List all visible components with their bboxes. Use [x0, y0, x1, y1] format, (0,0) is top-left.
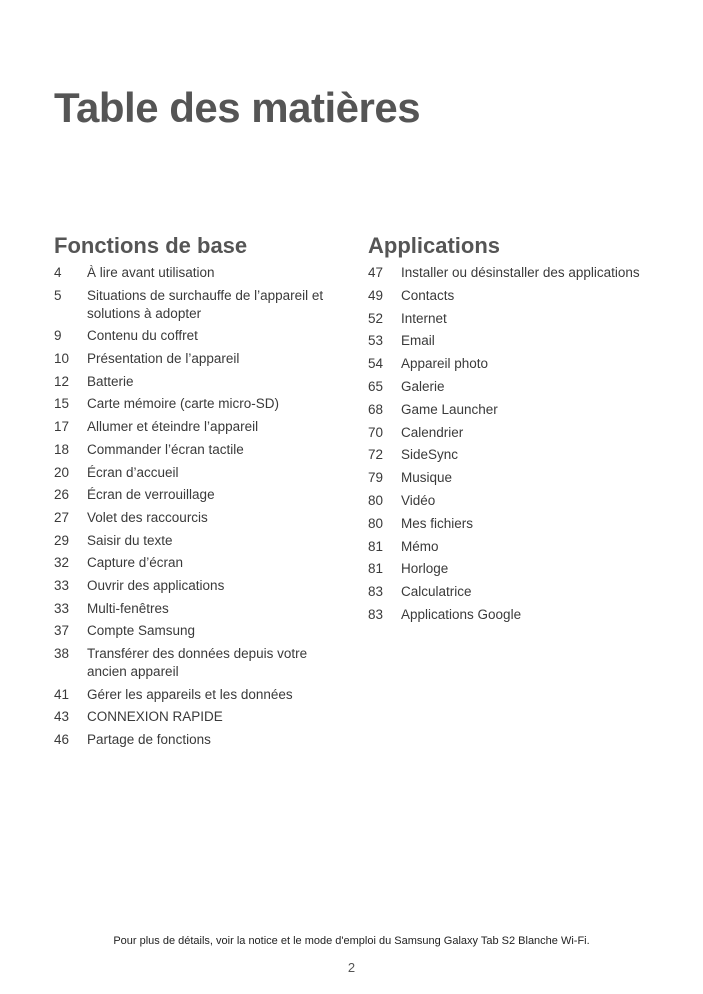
toc-entry[interactable] — [54, 577, 344, 595]
toc-entry[interactable] — [368, 446, 668, 464]
toc-entry-page-number: 43 — [54, 709, 70, 725]
toc-entry-page-number: 17 — [54, 419, 70, 435]
toc-entry-page-number: 47 — [368, 265, 384, 280]
toc-entry-page-number: 80 — [368, 515, 384, 531]
toc-entry[interactable] — [54, 622, 344, 640]
toc-entry-label: Partage de fonctions — [87, 732, 211, 748]
toc-entry[interactable] — [368, 469, 668, 487]
toc-entry[interactable] — [54, 532, 344, 550]
toc-entry-page-number: 83 — [368, 606, 384, 622]
toc-entry-page-number: 68 — [368, 401, 384, 417]
toc-entry-label: Appareil photo — [401, 356, 489, 372]
toc-entry[interactable] — [54, 731, 344, 749]
toc-entry[interactable] — [368, 287, 668, 305]
toc-entry-label: Contenu du coffret — [87, 328, 198, 344]
toc-entry[interactable] — [368, 378, 668, 396]
toc-entry-page-number: 26 — [54, 487, 70, 503]
toc-entry[interactable] — [54, 486, 344, 504]
toc-entry-label: Mes fichiers — [401, 515, 474, 531]
toc-entry[interactable] — [368, 583, 668, 601]
toc-entry[interactable] — [54, 287, 344, 323]
toc-entry-label: CONNEXION RAPIDE — [87, 709, 223, 725]
toc-entry-label: Game Launcher — [401, 401, 498, 417]
toc-entry[interactable] — [368, 424, 668, 442]
toc-entry[interactable] — [54, 395, 344, 413]
toc-entry[interactable] — [368, 560, 668, 578]
toc-entry[interactable] — [54, 441, 344, 459]
toc-entry-label: Musique — [401, 470, 453, 486]
toc-entry-page-number: 80 — [368, 492, 384, 508]
toc-entry-page-number: 70 — [368, 424, 384, 440]
section-heading-applications: Applications — [368, 233, 501, 258]
toc-entry-label: Carte mémoire (carte micro-SD) — [87, 396, 280, 412]
toc-entry-page-number: 32 — [54, 555, 70, 571]
toc-entry[interactable] — [368, 264, 668, 282]
toc-entry[interactable] — [54, 600, 344, 618]
toc-entry-page-number: 33 — [54, 600, 70, 616]
toc-entry-page-number: 10 — [54, 351, 70, 367]
toc-entry[interactable] — [54, 708, 344, 726]
toc-entry[interactable] — [54, 686, 344, 704]
toc-list-applications — [368, 264, 668, 624]
toc-entry-label: Contacts — [401, 287, 455, 303]
toc-entry[interactable] — [368, 355, 668, 373]
toc-entry[interactable] — [54, 509, 344, 527]
toc-entry-label: Multi-fenêtres — [87, 600, 169, 616]
page-title: Table des matières — [54, 84, 421, 131]
toc-entry-page-number: 37 — [54, 623, 70, 639]
toc-entry-page-number: 15 — [54, 396, 70, 412]
toc-entry-page-number: 27 — [54, 509, 70, 525]
toc-entry[interactable] — [368, 606, 668, 624]
toc-entry-page-number: 41 — [54, 686, 70, 702]
toc-entry-label: SideSync — [401, 447, 459, 463]
toc-entry-page-number: 65 — [368, 378, 384, 394]
toc-column-applications — [368, 232, 668, 629]
toc-entry-label: Ouvrir des applications — [87, 577, 225, 593]
toc-list-basic-functions — [54, 264, 344, 749]
toc-entry[interactable] — [54, 264, 344, 282]
toc-entry[interactable] — [54, 327, 344, 345]
toc-entry-label: Transférer des données depuis votre ancien appareil — [87, 646, 308, 679]
toc-entry-page-number: 72 — [368, 447, 384, 463]
footer-note: Pour plus de détails, voir la notice et le mode d'emploi du Samsung Galaxy Tab S2 Blanche Wi-Fi. — [113, 935, 590, 947]
toc-entry-label: Allumer et éteindre l’appareil — [87, 419, 259, 435]
toc-entry-label: Installer ou désinstaller des applications — [401, 265, 640, 280]
toc-entry-page-number: 5 — [54, 287, 62, 303]
toc-entry-label: Mémo — [401, 538, 439, 554]
toc-entry-label: Capture d’écran — [87, 555, 184, 571]
toc-entry[interactable] — [368, 538, 668, 556]
toc-entry-label: Galerie — [401, 378, 445, 394]
toc-entry-label: Email — [401, 333, 435, 349]
toc-entry[interactable] — [54, 350, 344, 368]
toc-entry-label: Écran de verrouillage — [87, 487, 215, 503]
toc-entry-label: Gérer les appareils et les données — [87, 686, 293, 702]
toc-entry-page-number: 83 — [368, 584, 384, 600]
toc-entry-label: Batterie — [87, 373, 134, 389]
toc-entry-page-number: 4 — [54, 265, 62, 280]
toc-entry-label: À lire avant utilisation — [87, 265, 215, 280]
toc-entry[interactable] — [54, 418, 344, 436]
toc-entry-page-number: 18 — [54, 441, 70, 457]
toc-entry-page-number: 38 — [54, 646, 70, 661]
toc-entry-page-number: 33 — [54, 577, 70, 593]
toc-entry-page-number: 81 — [368, 561, 384, 577]
toc-entry[interactable] — [54, 373, 344, 391]
toc-entry-label: Situations de surchauffe de l’appareil et solutions à adopter — [87, 287, 324, 321]
toc-entry[interactable] — [54, 554, 344, 572]
toc-entry[interactable] — [368, 515, 668, 533]
toc-column-basic-functions — [54, 232, 344, 754]
toc-entry-page-number: 12 — [54, 373, 70, 389]
toc-entry-label: Vidéo — [401, 492, 436, 508]
toc-entry-page-number: 53 — [368, 333, 384, 349]
toc-entry-label: Horloge — [401, 561, 449, 577]
toc-entry-page-number: 79 — [368, 470, 384, 486]
page-number: 2 — [347, 960, 356, 975]
toc-entry-label: Volet des raccourcis — [87, 509, 208, 525]
toc-entry[interactable] — [54, 645, 344, 681]
toc-entry[interactable] — [368, 401, 668, 419]
toc-entry-label: Internet — [401, 310, 447, 326]
toc-entry-label: Présentation de l’appareil — [87, 351, 240, 367]
toc-entry-page-number: 29 — [54, 532, 70, 548]
toc-entry-label: Calculatrice — [401, 584, 472, 600]
toc-entry-label: Applications Google — [401, 606, 522, 622]
toc-entry-page-number: 9 — [54, 328, 62, 344]
toc-entry-page-number: 54 — [368, 356, 384, 372]
toc-entry-label: Commander l’écran tactile — [87, 441, 244, 457]
toc-entry[interactable] — [368, 310, 668, 328]
toc-entry[interactable] — [54, 464, 344, 482]
toc-entry-page-number: 81 — [368, 538, 384, 554]
toc-entry-label: Compte Samsung — [87, 623, 196, 639]
toc-entry-label: Saisir du texte — [87, 532, 173, 548]
toc-entry[interactable] — [368, 332, 668, 350]
toc-entry-page-number: 52 — [368, 310, 384, 326]
toc-entry-page-number: 20 — [54, 464, 70, 480]
toc-entry-label: Calendrier — [401, 424, 464, 440]
toc-entry[interactable] — [368, 492, 668, 510]
section-heading-basic-functions: Fonctions de base — [54, 233, 248, 258]
toc-entry-page-number: 49 — [368, 287, 384, 303]
toc-entry-page-number: 46 — [54, 732, 70, 748]
toc-entry-label: Écran d’accueil — [87, 464, 179, 480]
